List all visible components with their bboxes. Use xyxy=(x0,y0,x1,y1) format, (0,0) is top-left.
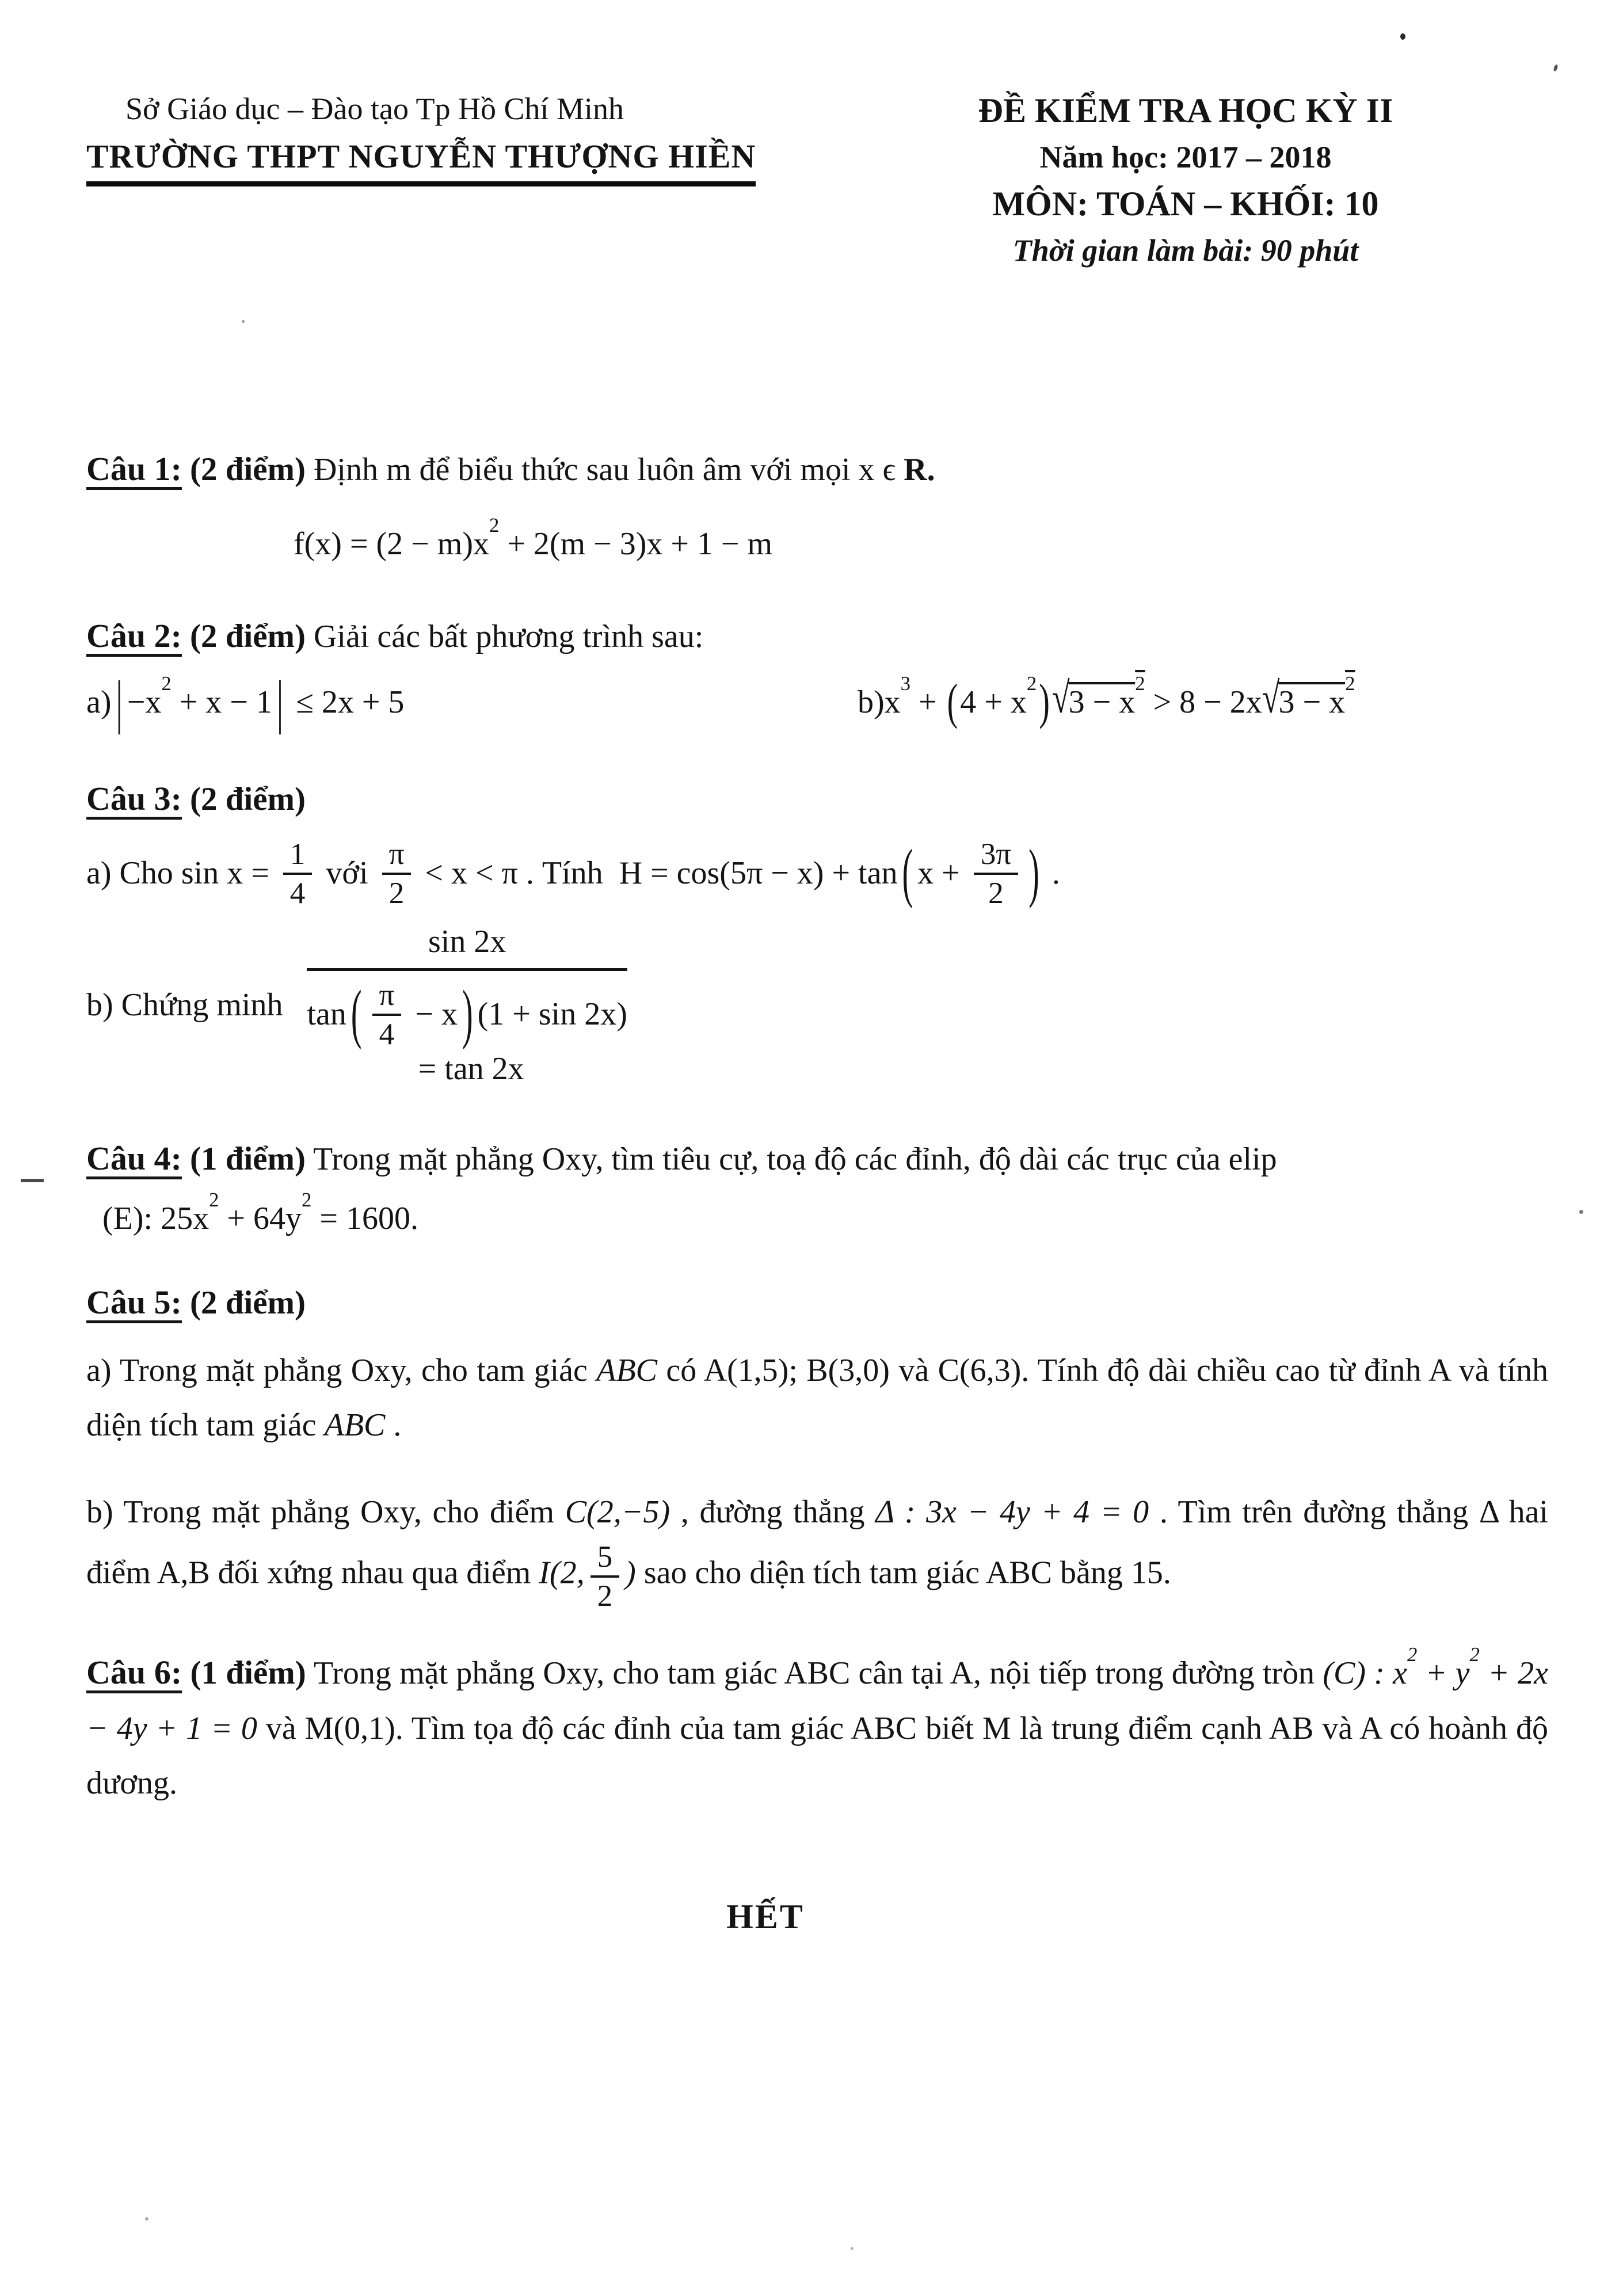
math-exponent: 2 xyxy=(161,672,172,695)
question-2-text: Giải các bất phương trình sau: xyxy=(314,619,704,655)
exam-title: ĐỀ KIỂM TRA HỌC KỲ II xyxy=(978,92,1393,130)
question-5-heading xyxy=(86,1282,1548,1324)
paren: ( xyxy=(947,674,958,730)
math-segment: + x − 1 xyxy=(171,684,272,720)
math-segment: 3 − x xyxy=(1278,684,1346,720)
school-name: TRƯỜNG THPT NGUYỄN THƯỢNG HIỀN xyxy=(86,137,756,186)
math-exponent: 2 xyxy=(1135,672,1145,695)
header-left-block xyxy=(86,86,756,186)
math-segment: với xyxy=(318,855,376,892)
math-segment: + xyxy=(910,684,945,720)
question-1-text-bold: R. xyxy=(904,451,935,488)
question-3a-formula xyxy=(86,837,1548,909)
math-italic: I(2, xyxy=(539,1555,585,1591)
text-segment: b) Trong mặt phẳng Oxy, cho điểm xyxy=(86,1494,565,1530)
math-italic: ABC xyxy=(596,1352,658,1388)
question-2a-formula xyxy=(86,669,858,736)
question-4-points: (1 điểm) xyxy=(189,1140,306,1177)
math-exponent: 2 xyxy=(1469,1643,1480,1666)
question-5-points: (2 điểm) xyxy=(189,1285,306,1322)
math-italic: ABC xyxy=(324,1407,386,1443)
math-segment: b) Chứng minh xyxy=(86,987,299,1023)
spacer xyxy=(182,619,190,654)
fraction-denominator: 4 xyxy=(289,876,306,911)
text-segment: sao cho diện tích tam giác ABC bằng 15. xyxy=(635,1555,1171,1591)
question-4-formula xyxy=(86,1189,1548,1237)
question-2-label: Câu 2: xyxy=(86,617,182,655)
fraction-numerator: 5 xyxy=(590,1540,620,1578)
text-segment: a) Trong mặt phẳng Oxy, cho tam giác xyxy=(86,1352,597,1388)
math-exponent: 3 xyxy=(900,672,911,695)
scan-speck xyxy=(851,2247,854,2250)
question-5a-text xyxy=(86,1343,1548,1453)
question-3-points: (2 điểm) xyxy=(189,780,306,817)
math-italic: + 2x − 4y + 1 = 0 xyxy=(86,1655,1549,1746)
math-exponent: 2 xyxy=(302,1189,312,1212)
text-segment: Trong mặt phẳng Oxy, cho tam giác ABC cân tại A, nội tiếp trong đường tròn xyxy=(306,1655,1323,1691)
math-segment: + 2(m − 3)x + 1 − m xyxy=(499,526,773,562)
math-italic: (C) : x xyxy=(1323,1655,1408,1691)
question-1-label: Câu 1: xyxy=(86,450,182,488)
question-4-heading xyxy=(86,1138,1548,1180)
math-italic: C(2,−5) xyxy=(565,1494,670,1530)
text-segment: , đường thẳng xyxy=(670,1494,876,1530)
abs-bar: | xyxy=(276,669,284,736)
fraction xyxy=(382,837,412,909)
department-name: Sở Giáo dục – Đào tạo Tp Hồ Chí Minh xyxy=(125,92,624,126)
fraction-denominator: 4 xyxy=(379,1016,395,1051)
exam-duration: Thời gian làm bài: 90 phút xyxy=(1012,233,1359,268)
paren: ) xyxy=(462,977,473,1051)
question-5b-text xyxy=(86,1485,1548,1612)
end-marker: HẾT xyxy=(726,1898,805,1936)
fraction-denominator xyxy=(307,971,627,1050)
question-6-label: Câu 6: xyxy=(86,1653,182,1691)
question-2-parts xyxy=(86,669,1548,736)
question-6-text xyxy=(86,1644,1548,1811)
scan-speck xyxy=(1400,33,1405,40)
question-1-heading xyxy=(86,448,1548,490)
math-segment: f(x) = (2 − m)x xyxy=(294,526,489,562)
question-1-text: Định m để biểu thức sau luôn âm với mọi x ϵ xyxy=(314,451,904,488)
math-segment: . xyxy=(1043,855,1060,892)
math-segment: (1 + sin 2x) xyxy=(477,996,627,1032)
math-segment: b)x xyxy=(858,684,901,720)
math-segment: a) xyxy=(86,684,112,720)
fraction-numerator: π xyxy=(382,837,412,875)
math-italic: Δ : 3x − 4y + 4 = 0 xyxy=(875,1494,1149,1530)
question-4-text: Trong mặt phẳng Oxy, tìm tiêu cự, toạ độ các đỉnh, độ dài các trục của elip xyxy=(313,1141,1277,1177)
question-2-heading xyxy=(86,615,1548,657)
paren: ( xyxy=(902,836,913,910)
subject-grade: MÔN: TOÁN – KHỐI: 10 xyxy=(992,184,1379,223)
text-segment: có A(1,5); B(3,0) và C(6,3). Tính độ dài chiều cao từ đỉnh A và tính diện tích tam giác xyxy=(86,1352,1548,1443)
spacer xyxy=(182,1285,190,1321)
fraction xyxy=(974,837,1018,909)
math-segment: 4 + x xyxy=(960,684,1027,720)
radicand xyxy=(1068,672,1145,720)
fraction-numerator: 1 xyxy=(283,837,313,875)
math-segment: > 8 − 2x xyxy=(1145,684,1262,720)
fraction-numerator: sin 2x xyxy=(428,923,506,959)
math-segment: −x xyxy=(127,684,162,720)
spacer xyxy=(306,452,314,488)
spacer xyxy=(182,782,190,817)
question-2-points: (2 điểm) xyxy=(189,618,306,655)
spacer xyxy=(182,1655,190,1691)
text-segment: . Tìm trên đường thẳng Δ hai điểm A,B đối xứng nhau qua điểm xyxy=(86,1494,1548,1591)
math-segment: + 64y xyxy=(219,1201,302,1237)
paren: ( xyxy=(350,977,362,1051)
paren: ) xyxy=(1028,836,1039,910)
radical-sign: √ xyxy=(1262,674,1280,722)
math-segment: (E): 25x xyxy=(102,1201,209,1237)
spacer xyxy=(182,452,190,488)
question-5-label: Câu 5: xyxy=(86,1284,182,1322)
text-segment: và M(0,1). Tìm tọa độ các đỉnh của tam giác ABC biết M là trung điểm cạnh AB và A có hoành độ dương. xyxy=(86,1710,1548,1802)
radicand xyxy=(1278,672,1355,720)
fraction-denominator: 2 xyxy=(388,876,405,911)
question-4-label: Câu 4: xyxy=(86,1139,182,1177)
school-year: Năm học: 2017 – 2018 xyxy=(1039,140,1332,175)
question-2b-formula xyxy=(858,672,1355,730)
math-exponent: 2 xyxy=(1026,672,1037,695)
math-exponent: 2 xyxy=(1345,672,1355,695)
fraction-numerator: π xyxy=(372,978,402,1016)
math-exponent: 2 xyxy=(209,1189,219,1212)
math-segment: = tan 2x xyxy=(410,1050,524,1087)
question-1-points: (2 điểm) xyxy=(189,451,306,488)
math-segment: tan xyxy=(307,996,346,1032)
header-right-block xyxy=(944,86,1427,273)
fraction xyxy=(283,837,313,909)
exam-header xyxy=(86,86,1548,273)
math-segment: − x xyxy=(407,996,458,1032)
scan-dash xyxy=(21,1179,44,1182)
question-3-label: Câu 3: xyxy=(86,779,182,817)
spacer xyxy=(306,1141,313,1177)
scan-speck xyxy=(1579,1210,1583,1214)
radical-sign: √ xyxy=(1051,674,1070,722)
math-segment: < x < π . Tính H = cos(5π − x) + tan xyxy=(417,855,898,892)
math-italic: + y xyxy=(1417,1655,1470,1691)
paren: ) xyxy=(1039,674,1050,730)
math-segment: 3 − x xyxy=(1068,684,1136,720)
abs-bar: | xyxy=(116,669,123,736)
question-6-points: (1 điểm) xyxy=(190,1654,306,1691)
fraction xyxy=(372,978,402,1050)
fraction-denominator: 2 xyxy=(988,876,1004,911)
math-segment: = 1600. xyxy=(311,1201,418,1237)
text-segment: . xyxy=(385,1407,402,1443)
fraction xyxy=(590,1540,620,1612)
question-3-heading xyxy=(86,778,1548,820)
math-segment: a) Cho sin x = xyxy=(86,855,277,892)
scan-speck xyxy=(145,2217,148,2221)
scan-speck xyxy=(242,320,245,323)
spacer xyxy=(182,1141,190,1177)
big-fraction xyxy=(307,923,627,1087)
math-exponent: 2 xyxy=(1407,1643,1418,1666)
math-segment: ≤ 2x + 5 xyxy=(288,684,405,720)
math-italic: ) xyxy=(625,1555,636,1591)
question-3b-formula xyxy=(86,923,1548,1087)
math-segment: x + xyxy=(917,855,968,892)
math-exponent: 2 xyxy=(489,514,500,537)
fraction-numerator: 3π xyxy=(974,837,1018,875)
exam-footer xyxy=(86,1897,1548,1937)
spacer xyxy=(306,619,314,654)
question-1-formula xyxy=(294,514,1548,562)
fraction-denominator: 2 xyxy=(597,1579,613,1613)
